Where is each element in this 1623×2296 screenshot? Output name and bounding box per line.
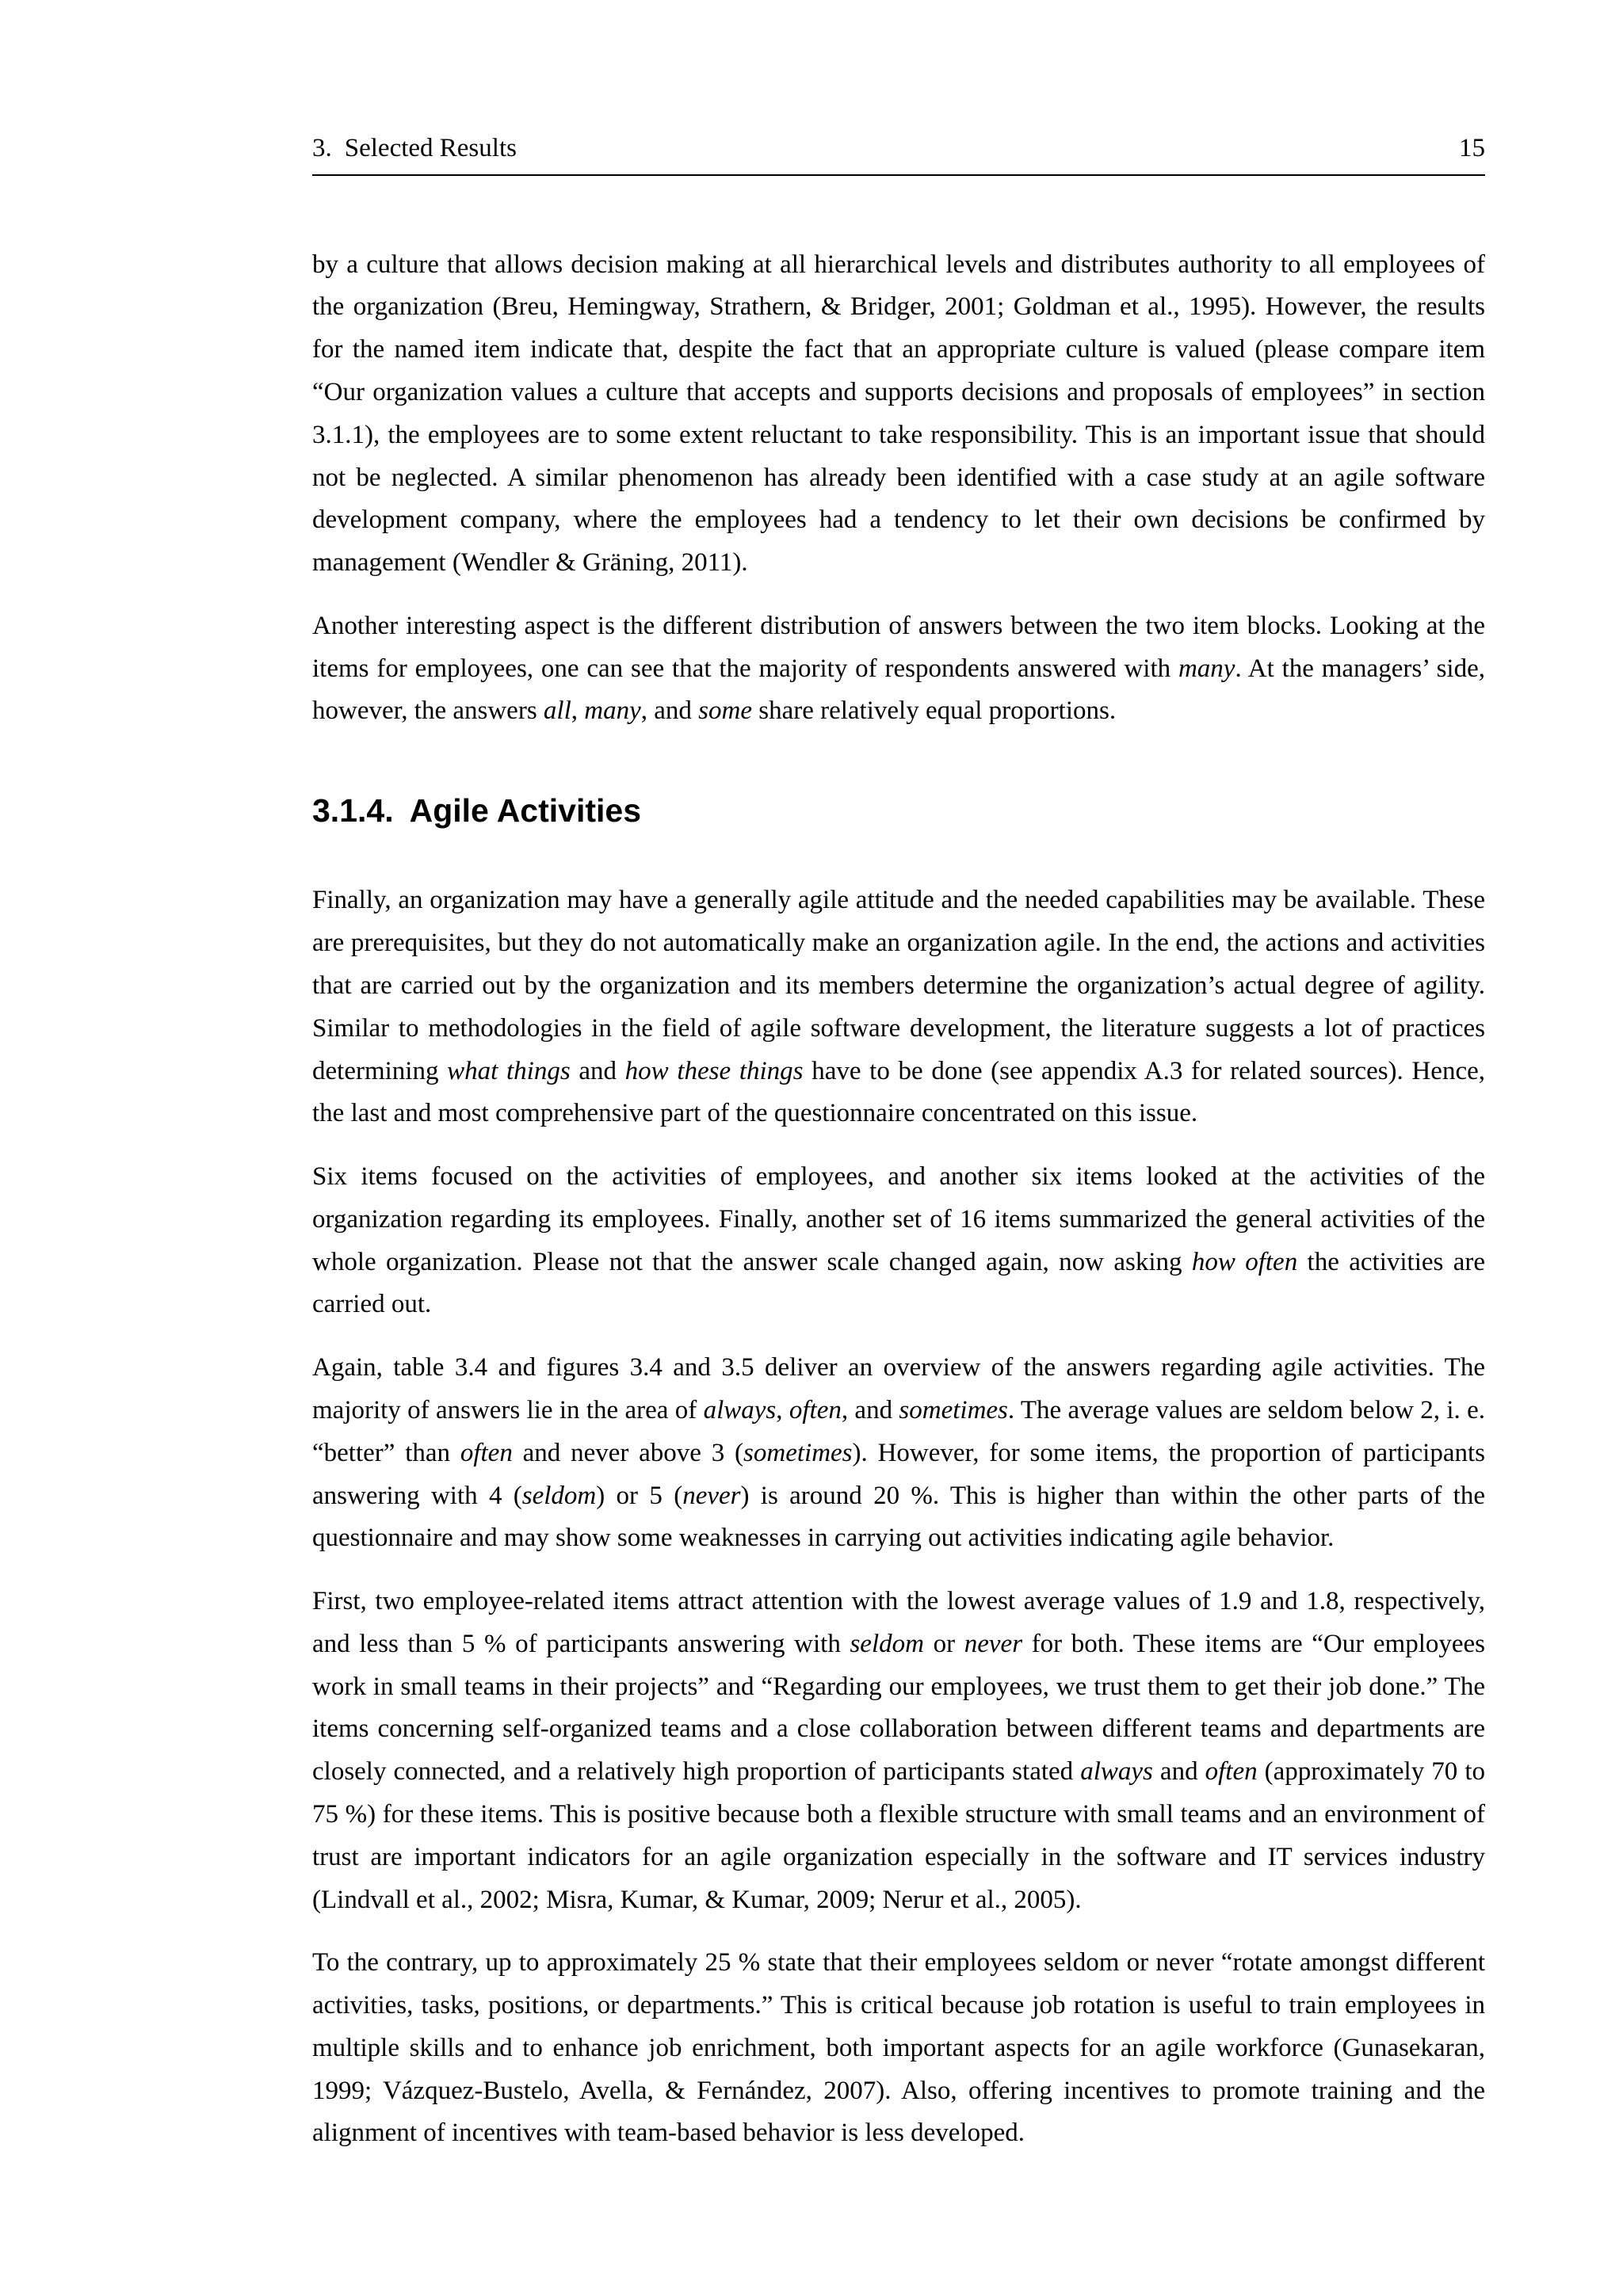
text-run: ) is around 20 %. This is higher than within the other parts of the questionnaire and may show some weaknesses in carrying out activities indicating agile behavior.	[312, 1481, 1485, 1553]
italic-text-run: always	[703, 1395, 777, 1425]
running-head	[312, 133, 517, 165]
italic-text-run: often	[789, 1395, 842, 1425]
text-run: Six items focused on the activities of employees, and another six items looked at the activities of the organization regarding its employees. Finally, another set of 16 items summarized the general activities of the whole organization. Please not that the answer scale changed again, now asking	[312, 1162, 1485, 1276]
chapter-title: Selected Results	[344, 134, 517, 162]
text-run: (approximately 70 to 75 %) for these items. This is positive because both a flexible structure with small teams and an environment of trust are important indicators for an agile organization especially in the software and IT services industry (Lindvall et al., 2002; Misra, Kumar, & Kumar, 2009; Nerur et al., 2005).	[312, 1757, 1485, 1914]
paragraph-answer-distribution	[312, 605, 1485, 733]
text-run: and never above 3 (	[512, 1438, 744, 1467]
text-run: or	[923, 1629, 964, 1658]
text-run: for both. These items are “Our employees work in small teams in their projects” and “Regarding our employees, we trust them to get their job done.” The items concerning self-organized teams and a close collaboration between different teams and departments are closely connected, and a relatively high proportion of participants stated	[312, 1629, 1485, 1787]
text-run: the activities are carried out.	[312, 1247, 1485, 1319]
text-run: First, two employee-related items attract attention with the lowest average values of 1.9 and 1.8, respectively, and less than 5 % of participants answering with	[312, 1587, 1485, 1658]
text-run: ,	[571, 696, 585, 726]
text-run: have to be done (see appendix A.3 for related sources). Hence, the last and most comprehensive part of the questionnaire concentrated on this issue.	[312, 1056, 1485, 1128]
section-heading	[312, 791, 1485, 830]
italic-text-run: never	[964, 1629, 1023, 1658]
page-header	[312, 133, 1485, 165]
paragraph-agile-attitude	[312, 879, 1485, 1135]
italic-text-run: sometimes	[743, 1438, 853, 1467]
italic-text-run: how often	[1191, 1247, 1298, 1276]
chapter-number: 3.	[312, 134, 332, 162]
text-run: ) or 5 (	[596, 1481, 683, 1510]
header-rule	[312, 174, 1485, 176]
text-run: ). However, for some items, the proportion of participants answering with 4 (	[312, 1438, 1486, 1510]
text-run: Another interesting aspect is the different distribution of answers between the two item blocks. Looking at the items for employees, one can see that the majority of respondents answered with	[312, 611, 1485, 683]
italic-text-run: many	[1178, 654, 1235, 683]
paragraph-culture	[312, 244, 1485, 585]
text-run: ,	[776, 1395, 789, 1425]
paragraph-six-items	[312, 1156, 1485, 1326]
text-run: , and	[640, 696, 699, 726]
section-heading-number: 3.1.4.	[312, 792, 394, 830]
italic-text-run: how these things	[624, 1056, 804, 1085]
paragraph-job-rotation	[312, 1942, 1485, 2155]
text-run: To the contrary, up to approximately 25 % state that their employees seldom or never “rotate amongst different activities, tasks, positions, or departments.” This is critical because job rotation is useful to train employees in multiple skills and to enhance job enrichment, both important aspects for an agile workforce (Gunasekaran, 1999; Vázquez-Bustelo, Avella, & Fernández, 2007). Also, offering incentives to promote training and the alignment of incentives with team-based behavior is less developed.	[312, 1948, 1485, 2148]
paragraph-employee-items	[312, 1581, 1485, 1921]
text-run: Again, table 3.4 and figures 3.4 and 3.5 deliver an overview of the answers regarding agile activities. The majority of answers lie in the area of	[312, 1353, 1485, 1425]
italic-text-run: sometimes	[899, 1395, 1008, 1425]
paragraph-table-overview	[312, 1347, 1485, 1560]
text-run: . The average values are seldom below 2, i. e. “better” than	[312, 1395, 1485, 1467]
italic-text-run: often	[460, 1438, 513, 1467]
section-heading-title: Agile Activities	[409, 792, 641, 830]
italic-text-run: often	[1205, 1757, 1258, 1787]
text-run: by a culture that allows decision making at all hierarchical levels and distributes authority to all employees of the organization (Breu, Hemingway, Strathern, & Bridger, 2001; Goldman et al., 1995). However, the results for the named item indicate that, despite the fact that an appropriate culture is valued (please compare item “Our organization values a culture that accepts and supports decisions and proposals of employees” in section 3.1.1), the employees are to some extent reluctant to take responsibility. This is an important issue that should not be neglected. A similar phenomenon has already been identified with a case study at an agile software development company, where the employees had a tendency to let their own decisions be confirmed by management (Wendler & Gräning, 2011).	[312, 250, 1485, 578]
text-run: share relatively equal proportions.	[751, 696, 1117, 726]
italic-text-run: all	[543, 696, 571, 726]
text-run: , and	[841, 1395, 899, 1425]
text-run: and	[1152, 1757, 1205, 1787]
italic-text-run: many	[584, 696, 641, 726]
page-number: 15	[1459, 134, 1485, 162]
text-run: Finally, an organization may have a generally agile attitude and the needed capabilities may be available. These are prerequisites, but they do not automatically make an organization agile. In the end, the actions and activities that are carried out by the organization and its members determine the organization’s actual degree of agility. Similar to methodologies in the field of agile software development, the literature suggests a lot of practices determining	[312, 886, 1485, 1085]
italic-text-run: never	[682, 1481, 741, 1510]
italic-text-run: seldom	[521, 1481, 597, 1510]
page-body	[312, 244, 1485, 2156]
text-run: and	[570, 1056, 625, 1085]
italic-text-run: always	[1080, 1757, 1153, 1787]
text-run: . At the managers’ side, however, the answers	[312, 654, 1485, 726]
italic-text-run: seldom	[850, 1629, 924, 1658]
italic-text-run: what things	[447, 1056, 571, 1085]
italic-text-run: some	[698, 696, 752, 726]
